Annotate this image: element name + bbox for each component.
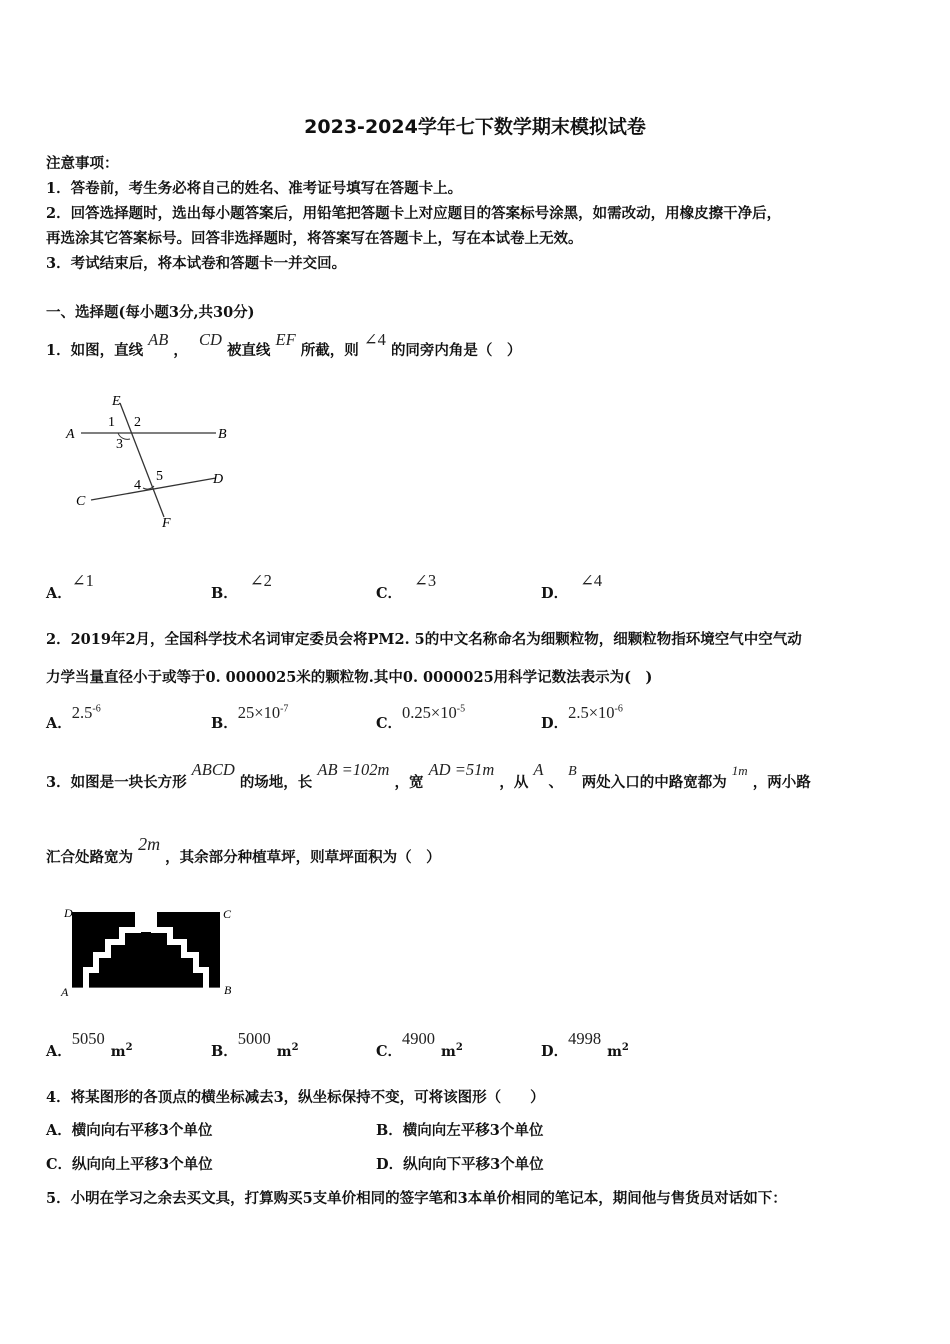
q2-option-a[interactable] bbox=[46, 703, 101, 733]
option-exp: 2 bbox=[455, 1042, 463, 1054]
q1-math-ef: EF bbox=[275, 330, 296, 349]
q1-math-ab: AB bbox=[148, 330, 169, 349]
label-c: C bbox=[76, 494, 86, 509]
option-value: 5000 bbox=[237, 1029, 271, 1048]
q3-text: 、 bbox=[548, 774, 564, 791]
option-base: 25×10 bbox=[237, 703, 281, 722]
label-b: B bbox=[224, 983, 232, 997]
notes-heading: 注意事项： bbox=[46, 155, 119, 172]
q2-option-b[interactable] bbox=[211, 703, 289, 733]
q3-text: 两处入口的中路宽都为 bbox=[581, 774, 727, 791]
option-exp: -6 bbox=[614, 703, 623, 715]
q3-math: B bbox=[568, 764, 577, 779]
option-label: B． bbox=[211, 715, 238, 732]
option-exp: -5 bbox=[456, 703, 466, 715]
option-base: 2.5×10 bbox=[568, 703, 615, 722]
section-heading: 一、选择题(每小题3分,共30分) bbox=[46, 304, 255, 321]
option-label: B． bbox=[211, 1043, 238, 1060]
q1-stem bbox=[46, 330, 522, 360]
option-label: C． bbox=[376, 715, 403, 732]
label-d: D bbox=[213, 472, 224, 487]
q3-math: AD =51m bbox=[428, 760, 495, 779]
q3-text: 汇合处路宽为 bbox=[46, 849, 133, 866]
q2-stem-line1: 2．2019年2月，全国科学技术名词审定委员会将PM2. 5的中文名称命名为细颗粒物，细颗粒物指环境空气中空气动 bbox=[46, 631, 802, 648]
q3-math: 2m bbox=[138, 834, 161, 854]
option-value bbox=[72, 703, 101, 722]
q4-option-b[interactable]: B．横向向左平移3个单位 bbox=[376, 1122, 544, 1139]
label-f: F bbox=[162, 516, 171, 531]
option-base: 0.25×10 bbox=[402, 703, 457, 722]
option-exp: 2 bbox=[291, 1042, 299, 1054]
q1-text: 被直线 bbox=[226, 342, 271, 359]
q1-text: 所截，则 bbox=[300, 342, 359, 359]
q3-option-c[interactable] bbox=[376, 1029, 463, 1061]
page-title: 2023-2024学年七下数学期末模拟试卷 bbox=[304, 116, 646, 138]
option-exp: -6 bbox=[92, 703, 101, 715]
notes-line: 2．回答选择题时，选出每小题答案后，用铅笔把答题卡上对应题目的答案标号涂黑，如需改动，用橡皮擦干净后， bbox=[46, 205, 782, 222]
option-value: 4998 bbox=[568, 1029, 602, 1048]
q3-text: 的场地，长 bbox=[239, 774, 313, 791]
label-4: 4 bbox=[134, 478, 141, 493]
q4-option-d[interactable]: D．纵向向下平移3个单位 bbox=[376, 1156, 544, 1173]
q3-stem-line1 bbox=[46, 760, 811, 792]
field-rect bbox=[72, 912, 220, 988]
option-label: D． bbox=[541, 715, 569, 732]
option-unit: m bbox=[110, 1044, 126, 1060]
option-label: D． bbox=[541, 585, 569, 602]
option-unit: m bbox=[276, 1044, 292, 1060]
label-a: A bbox=[66, 427, 75, 442]
label-b: B bbox=[218, 427, 227, 442]
q3-text: ，其余部分种植草坪，则草坪面积为（ ） bbox=[165, 849, 441, 866]
q1-option-d[interactable] bbox=[541, 571, 603, 603]
option-value bbox=[238, 703, 289, 722]
notes-line: 1．答卷前，考生务必将自己的姓名、准考证号填写在答题卡上。 bbox=[46, 180, 463, 197]
option-label: A． bbox=[46, 585, 72, 602]
label-c: C bbox=[223, 907, 232, 921]
option-unit: m bbox=[441, 1044, 456, 1060]
q5-stem: 5．小明在学习之余去买文具，打算购买5支单价相同的签字笔和3本单价相同的笔记本，期间他与售货员对话如下： bbox=[46, 1190, 787, 1207]
label-e: E bbox=[112, 394, 121, 409]
q3-text: ，从 bbox=[499, 774, 529, 791]
label-5: 5 bbox=[156, 469, 163, 484]
option-value: 4900 bbox=[402, 1029, 436, 1048]
option-label: A． bbox=[46, 715, 72, 732]
option-label: B． bbox=[211, 585, 238, 602]
q3-text: ，两小路 bbox=[752, 774, 811, 791]
option-value: ∠2 bbox=[249, 571, 272, 590]
q2-option-c[interactable] bbox=[376, 703, 466, 733]
q1-option-b[interactable] bbox=[211, 571, 272, 603]
label-3: 3 bbox=[116, 437, 123, 452]
q3-text: 3．如图是一块长方形 bbox=[46, 774, 187, 791]
q1-text: ， bbox=[173, 342, 188, 359]
q1-text: 1．如图，直线 bbox=[46, 342, 144, 359]
line-ef bbox=[120, 403, 164, 517]
q1-option-a[interactable] bbox=[46, 571, 94, 603]
q1-option-c[interactable] bbox=[376, 571, 437, 603]
label-d: D bbox=[64, 906, 73, 920]
label-a: A bbox=[61, 985, 69, 999]
q3-math: AB =102m bbox=[317, 760, 390, 779]
q4-option-a[interactable]: A．横向向右平移3个单位 bbox=[46, 1122, 213, 1139]
q4-option-c[interactable]: C．纵向向上平移3个单位 bbox=[46, 1156, 213, 1173]
q3-math: ABCD bbox=[191, 760, 235, 779]
q3-figure bbox=[56, 900, 246, 1000]
option-base: 2.5 bbox=[71, 703, 93, 722]
option-label: D． bbox=[541, 1043, 569, 1060]
q2-option-d[interactable] bbox=[541, 703, 623, 733]
option-value: 5050 bbox=[71, 1029, 105, 1048]
option-exp: 2 bbox=[621, 1042, 629, 1054]
q3-option-b[interactable] bbox=[211, 1029, 299, 1061]
q2-stem-line2: 力学当量直径小于或等于0. 0000025米的颗粒物.其中0. 0000025用科学记数法表示为( ) bbox=[46, 669, 653, 686]
q1-text: 的同旁内角是（ ） bbox=[390, 342, 522, 359]
q3-option-d[interactable] bbox=[541, 1029, 629, 1061]
q1-math-cd: CD bbox=[198, 330, 222, 349]
option-label: A． bbox=[46, 1043, 72, 1060]
option-value bbox=[568, 703, 623, 722]
option-label: C． bbox=[376, 585, 403, 602]
option-unit: m bbox=[607, 1044, 622, 1060]
q1-figure bbox=[56, 385, 246, 535]
label-1: 1 bbox=[108, 415, 115, 430]
option-exp: 2 bbox=[125, 1042, 133, 1054]
q4-stem: 4．将某图形的各顶点的横坐标减去3，纵坐标保持不变，可将该图形（ ） bbox=[46, 1089, 545, 1106]
q3-option-a[interactable] bbox=[46, 1029, 133, 1061]
option-value: ∠1 bbox=[71, 571, 94, 590]
option-value bbox=[402, 703, 465, 722]
option-value: ∠3 bbox=[414, 571, 437, 590]
option-value: ∠4 bbox=[580, 571, 603, 590]
label-2: 2 bbox=[134, 415, 141, 430]
q3-text: ，宽 bbox=[394, 774, 424, 791]
q3-math: A bbox=[533, 760, 544, 779]
q3-math: 1m bbox=[731, 763, 748, 778]
q3-stem-line2 bbox=[46, 834, 441, 867]
notes-line: 再选涂其它答案标号。回答非选择题时，将答案写在答题卡上，写在本试卷上无效。 bbox=[46, 230, 583, 247]
q1-math-angle4: ∠4 bbox=[363, 330, 386, 349]
notes-line: 3．考试结束后，将本试卷和答题卡一并交回。 bbox=[46, 255, 347, 272]
option-label: C． bbox=[376, 1043, 403, 1060]
option-exp: -7 bbox=[280, 703, 289, 715]
